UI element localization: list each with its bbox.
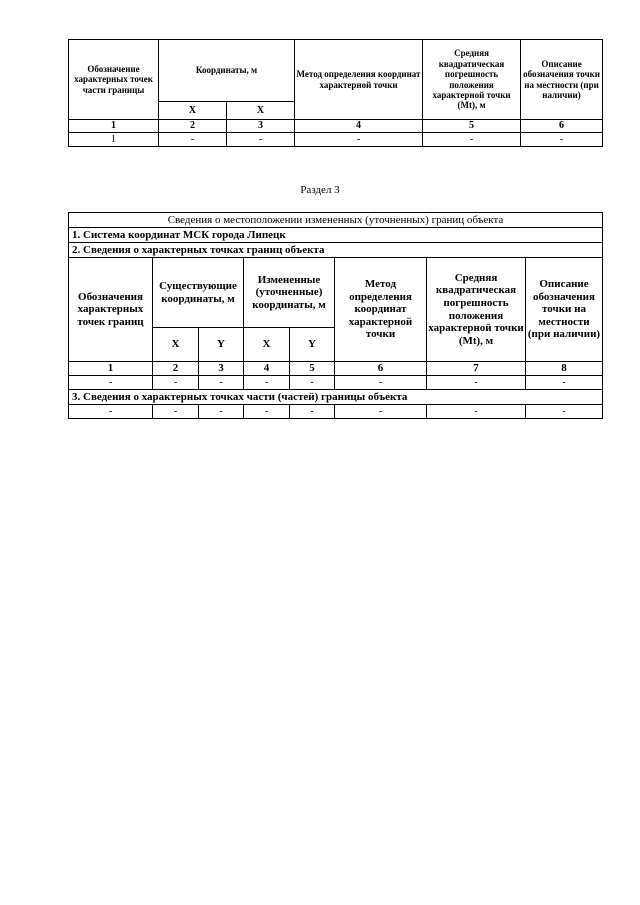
- table-cell: -: [199, 405, 244, 419]
- header-x: X: [159, 102, 227, 120]
- column-number: 5: [423, 120, 521, 133]
- column-number: 1: [69, 120, 159, 133]
- column-number: 3: [227, 120, 295, 133]
- header-changed-coordinates: Измененные (уточненные) координаты, м: [244, 258, 335, 328]
- header-error: Средняя квадратическая погрешность положения характерной точки (Mt), м: [427, 258, 526, 362]
- table-cell: -: [526, 376, 603, 390]
- header-method: Метод определения координат характерной точки: [335, 258, 427, 362]
- column-number: 3: [199, 362, 244, 376]
- column-number: 6: [335, 362, 427, 376]
- table-title: Сведения о местоположении измененных (уточненных) границ объекта: [69, 213, 603, 228]
- coordinate-system: 1. Система координат МСК города Липецк: [69, 228, 603, 243]
- part-boundary-subtitle: 3. Сведения о характерных точках части (частей) границы объекта: [69, 390, 603, 405]
- column-number: 7: [427, 362, 526, 376]
- column-number: 5: [290, 362, 335, 376]
- header-y: Y: [199, 328, 244, 362]
- column-number: 8: [526, 362, 603, 376]
- changed-boundaries-table: [68, 212, 603, 419]
- table-cell: -: [159, 133, 227, 147]
- table-cell: -: [69, 376, 153, 390]
- header-x: X: [244, 328, 290, 362]
- table-cell: -: [153, 405, 199, 419]
- table-cell: -: [153, 376, 199, 390]
- table-cell: -: [290, 405, 335, 419]
- header-description: Описание обозначения точки на местности (при наличии): [526, 258, 603, 362]
- header-x-2: Х: [227, 102, 295, 120]
- table-cell: -: [290, 376, 335, 390]
- header-existing-coordinates: Существующие координаты, м: [153, 258, 244, 328]
- table-cell: -: [427, 405, 526, 419]
- column-number: 2: [159, 120, 227, 133]
- header-designation: Обозначения характерных точек границ: [69, 258, 153, 362]
- header-method: Метод определения координат характерной точки: [295, 40, 423, 120]
- table-cell: -: [295, 133, 423, 147]
- table-cell: -: [227, 133, 295, 147]
- table-cell: -: [335, 376, 427, 390]
- table-cell: -: [199, 376, 244, 390]
- table-row: [69, 376, 603, 390]
- column-number: 2: [153, 362, 199, 376]
- table-cell: 1: [69, 133, 159, 147]
- header-error: Средняя квадратическая погрешность положения характерной точки (Mt), м: [423, 40, 521, 120]
- table-cell: -: [244, 376, 290, 390]
- header-coordinates: Координаты, м: [159, 40, 295, 102]
- header-designation: Обозначение характерных точек части границы: [69, 40, 159, 120]
- column-number: 4: [295, 120, 423, 133]
- column-number: 6: [521, 120, 603, 133]
- table-cell: -: [526, 405, 603, 419]
- part-boundary-points-table: [68, 39, 603, 147]
- table-cell: -: [69, 405, 153, 419]
- table-cell: -: [335, 405, 427, 419]
- section-title: Раздел 3: [300, 184, 340, 196]
- header-y: Y: [290, 328, 335, 362]
- table-cell: -: [244, 405, 290, 419]
- header-x: X: [153, 328, 199, 362]
- boundary-points-subtitle: 2. Сведения о характерных точках границ объекта: [69, 243, 603, 258]
- table-row: [69, 133, 603, 147]
- table-cell: -: [423, 133, 521, 147]
- header-description: Описание обозначения точки на местности (при наличии): [521, 40, 603, 120]
- column-number: 4: [244, 362, 290, 376]
- table-row: [69, 405, 603, 419]
- table-cell: -: [521, 133, 603, 147]
- column-number: 1: [69, 362, 153, 376]
- table-cell: -: [427, 376, 526, 390]
